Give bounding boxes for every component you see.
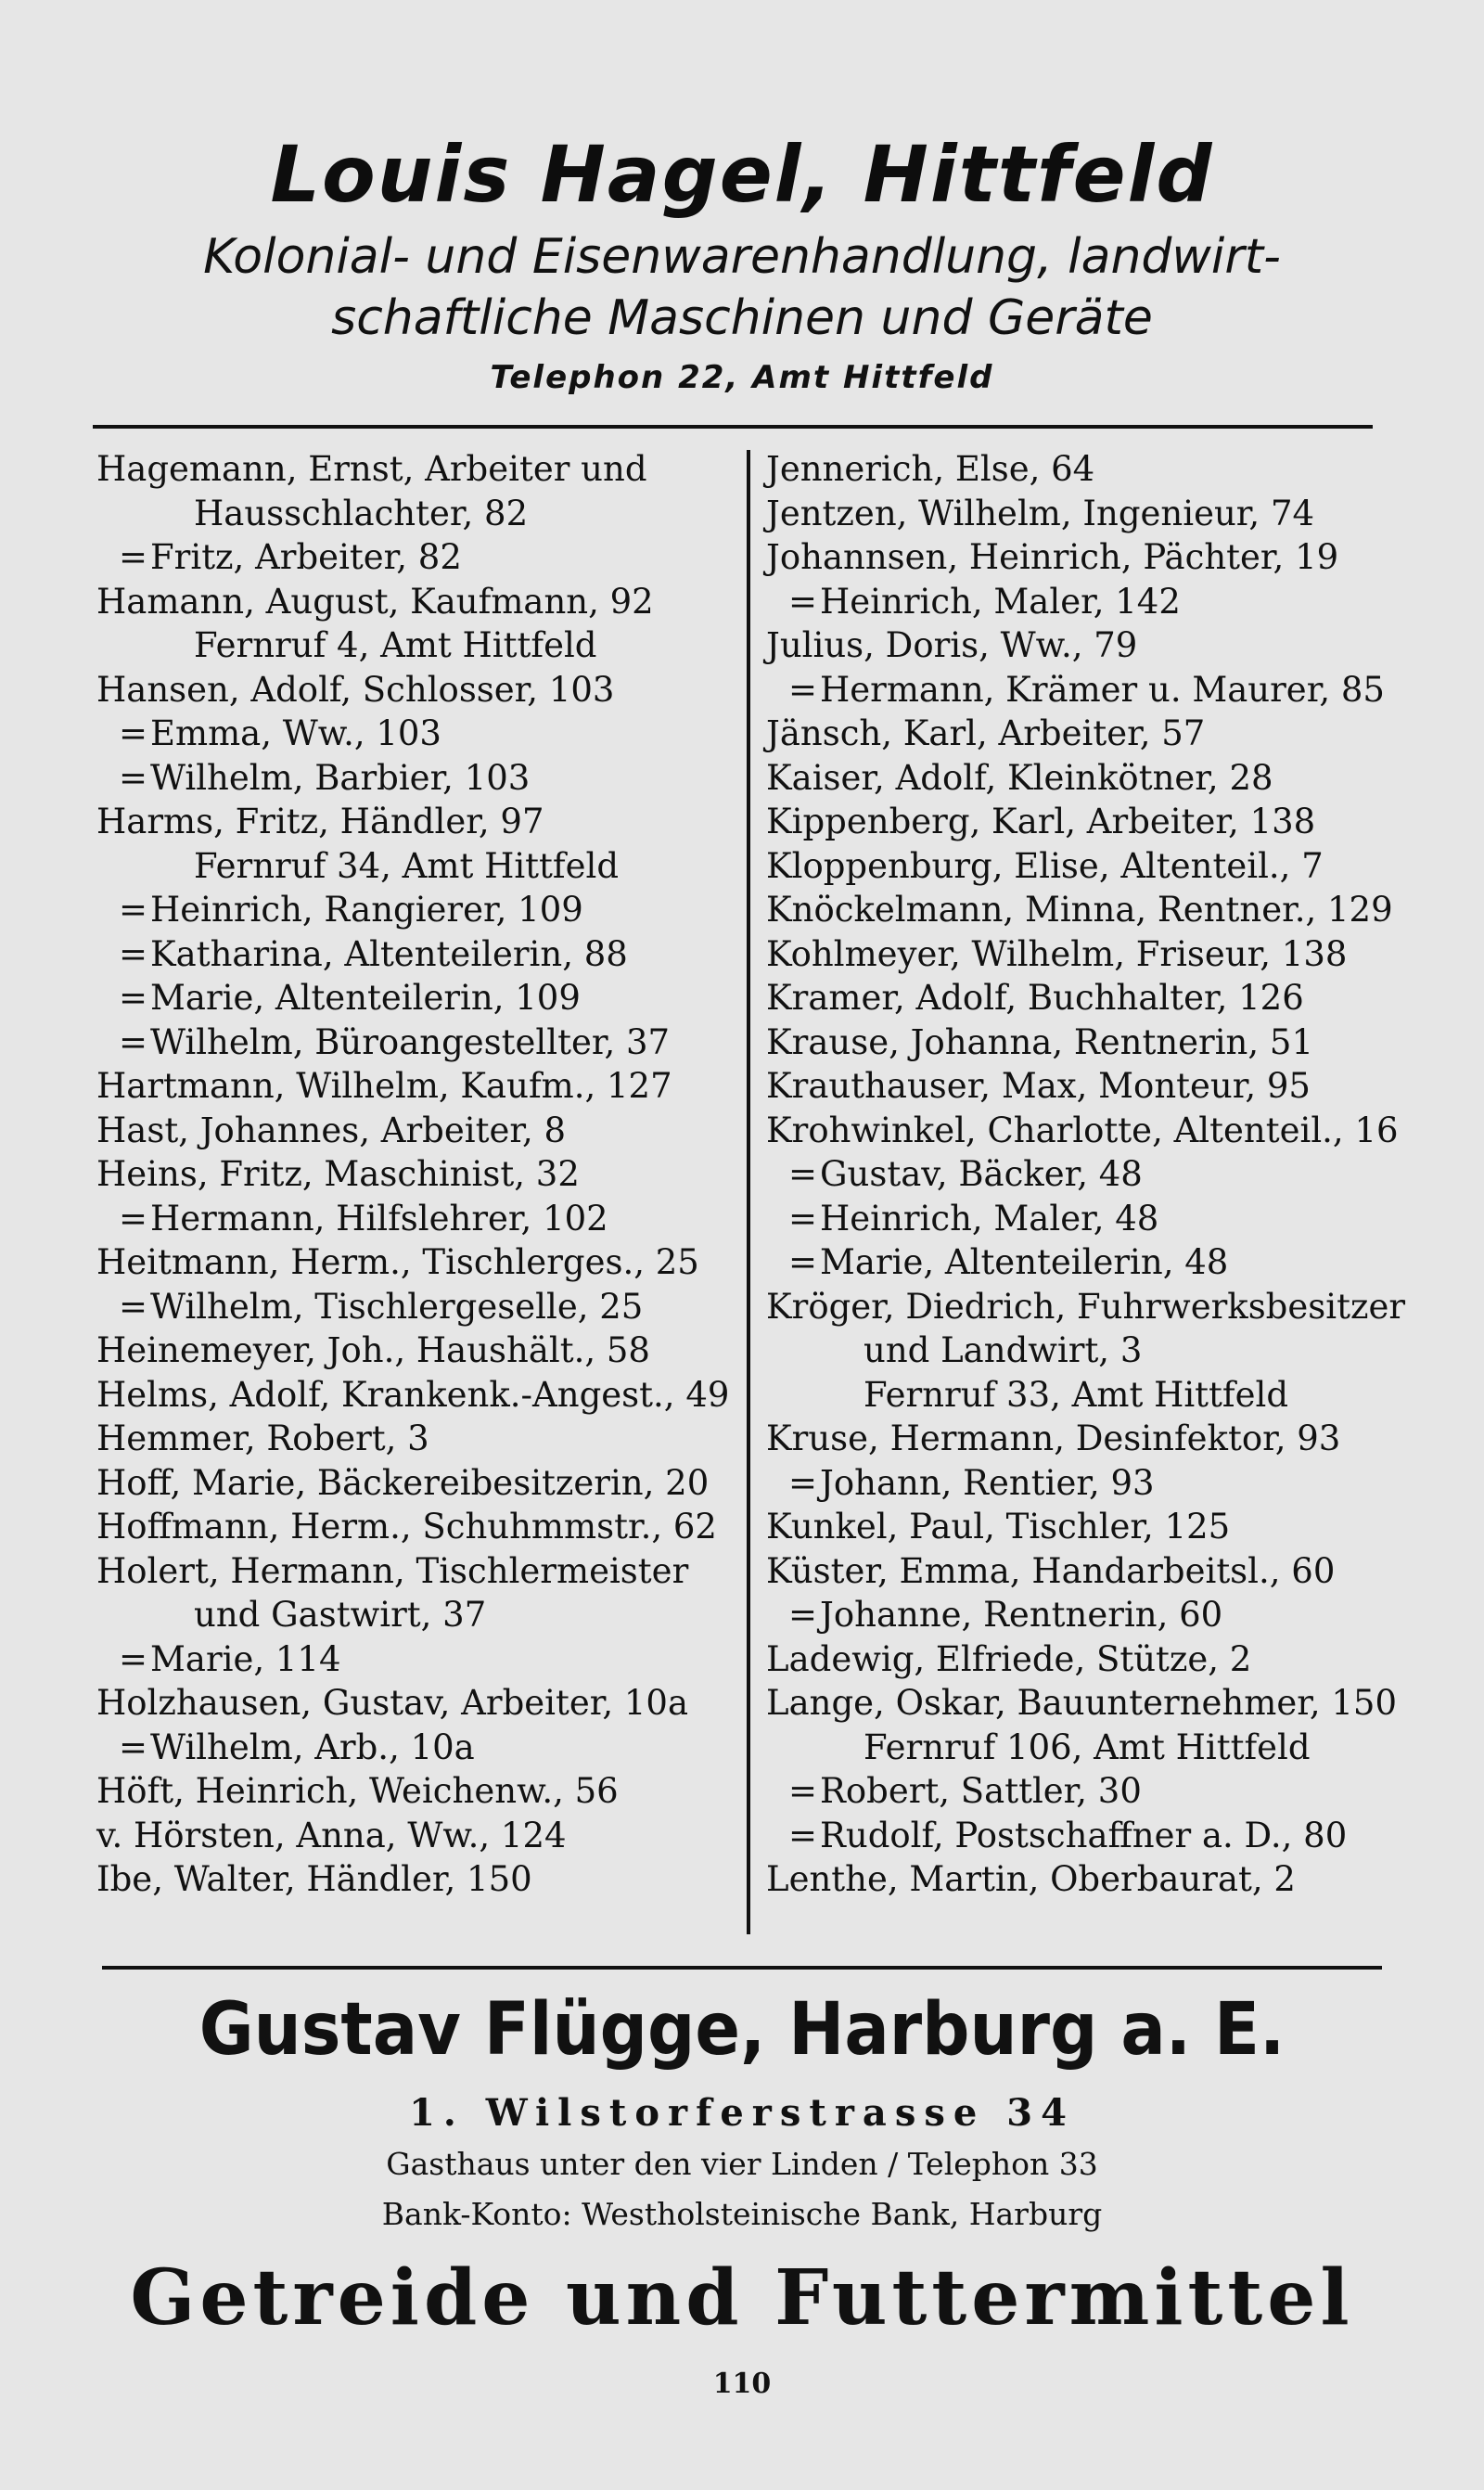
entry-text: Johanne, Rentnerin, 60 (820, 1595, 1223, 1635)
directory-entry (96, 1769, 736, 1814)
directory-entry (766, 1461, 1388, 1506)
ditto-mark: = (119, 933, 148, 974)
entry-text: Krohwinkel, Charlotte, Altenteil., 16 (766, 1110, 1399, 1150)
top-divider (93, 425, 1373, 429)
entry-text: Heitmann, Herm., Tischlerges., 25 (96, 1242, 699, 1282)
ditto-mark: = (788, 1154, 818, 1194)
ditto-mark: = (788, 1462, 818, 1503)
entry-text: Wilhelm, Arb., 10a (150, 1726, 475, 1767)
entry-text: Heinrich, Maler, 48 (820, 1198, 1159, 1239)
directory-entry (766, 1857, 1388, 1902)
ditto-mark: = (119, 1198, 148, 1239)
directory-entry (96, 1549, 736, 1637)
ditto-mark: = (788, 581, 818, 622)
entry-text: Marie, 114 (150, 1638, 341, 1679)
ad-street: 1. Wilstorferstrasse 34 (409, 2091, 1075, 2135)
directory-entry (96, 1197, 736, 1241)
directory-entry (96, 447, 736, 535)
directory-entry (766, 1020, 1388, 1065)
entry-text: Johann, Rentier, 93 (820, 1462, 1155, 1503)
directory-entry (766, 580, 1388, 624)
directory-entry (96, 1814, 736, 1858)
bottom-divider (102, 1966, 1382, 1970)
ditto-mark: = (788, 1771, 818, 1811)
entry-text: Ibe, Walter, Händler, 150 (96, 1859, 532, 1899)
entry-text: Julius, Doris, Ww., 79 (766, 625, 1138, 665)
entry-text: Heinrich, Rangierer, 109 (150, 890, 583, 930)
entry-text: Marie, Altenteilerin, 48 (820, 1242, 1229, 1282)
directory-entry (96, 1328, 736, 1373)
entry-text: Lenthe, Martin, Oberbaurat, 2 (766, 1859, 1296, 1899)
ditto-mark: = (788, 669, 818, 710)
directory-entry (96, 888, 736, 932)
directory-entry (766, 535, 1388, 580)
entry-text: Kunkel, Paul, Tischler, 125 (766, 1507, 1231, 1547)
entry-text: Hoff, Marie, Bäckereibesitzerin, 20 (96, 1462, 710, 1503)
entry-text: Gustav, Bäcker, 48 (820, 1154, 1143, 1194)
directory-entry (766, 492, 1388, 536)
directory-entry (96, 932, 736, 977)
entry-text: Rudolf, Postschaffner a. D., 80 (820, 1815, 1348, 1855)
left-column (96, 447, 736, 1902)
ad-business-name: Gustav Flügge, Harburg a. E. (198, 1988, 1286, 2072)
ditto-mark: = (119, 757, 148, 798)
entry-text: Holzhausen, Gustav, Arbeiter, 10a (96, 1683, 689, 1723)
entry-text: Emma, Ww., 103 (150, 713, 441, 753)
directory-entry (96, 1461, 736, 1506)
directory-entry (96, 668, 736, 712)
directory-entry (96, 580, 736, 668)
entry-text: Hoffmann, Herm., Schuhmmstr., 62 (96, 1507, 717, 1547)
entry-text: Kippenberg, Karl, Arbeiter, 138 (766, 802, 1316, 841)
directory-entry (766, 844, 1388, 889)
directory-entry (96, 1020, 736, 1065)
directory-entry (96, 1681, 736, 1726)
entry-text: Hamann, August, Kaufmann, 92 (96, 581, 654, 622)
entry-text: Harms, Fritz, Händler, 97 (96, 802, 544, 841)
directory-entry (766, 712, 1388, 756)
directory-entry (766, 1769, 1388, 1814)
ditto-mark: = (119, 1726, 148, 1767)
directory-entry (766, 932, 1388, 977)
directory-entry (96, 712, 736, 756)
ad-info-line: Bank-Konto: Westholsteinische Bank, Harburg (381, 2196, 1103, 2232)
ditto-mark: = (119, 1021, 148, 1062)
entry-continuation: Fernruf 106, Amt Hittfeld (864, 1726, 1311, 1767)
directory-entry (766, 1549, 1388, 1594)
directory-entry (766, 1814, 1388, 1858)
entry-text: Marie, Altenteilerin, 109 (150, 978, 581, 1018)
entry-text: Kröger, Diedrich, Fuhrwerksbesitzer (766, 1286, 1406, 1327)
directory-entry (96, 1373, 736, 1418)
directory-entry (766, 800, 1388, 844)
entry-text: Wilhelm, Barbier, 103 (150, 757, 531, 798)
entry-text: Hemmer, Robert, 3 (96, 1418, 429, 1458)
directory-entry (96, 1240, 736, 1285)
directory-entry (96, 1417, 736, 1461)
directory-entry (766, 623, 1388, 668)
column-divider (747, 450, 750, 1934)
ditto-mark: = (119, 978, 148, 1018)
ditto-mark: = (788, 1815, 818, 1855)
entry-text: Holert, Hermann, Tischlermeister (96, 1550, 689, 1591)
directory-entry (96, 535, 736, 580)
directory-entry (766, 1593, 1388, 1637)
directory-entry (766, 976, 1388, 1020)
entry-text: Hagemann, Ernst, Arbeiter und (96, 449, 647, 489)
ad-phone: Telephon 22, Amt Hittfeld (490, 359, 994, 396)
directory-entry (766, 888, 1393, 932)
directory-entry (766, 1240, 1388, 1285)
entry-text: Krause, Johanna, Rentnerin, 51 (766, 1021, 1313, 1062)
entry-text: Katharina, Altenteilerin, 88 (150, 933, 628, 974)
directory-entry (766, 1505, 1388, 1549)
entry-continuation: und Landwirt, 3 (864, 1330, 1143, 1370)
top-advertisement (74, 130, 1410, 397)
directory-entry (766, 447, 1388, 492)
entry-text: Krauthauser, Max, Monteur, 95 (766, 1066, 1311, 1106)
ad-subtitle-line: schaftliche Maschinen und Geräte (331, 290, 1153, 346)
entry-text: v. Hörsten, Anna, Ww., 124 (96, 1815, 567, 1855)
right-column (766, 447, 1406, 1902)
entry-text: Helms, Adolf, Krankenk.-Angest., 49 (96, 1374, 730, 1415)
ditto-mark: = (119, 537, 148, 577)
entry-text: Jentzen, Wilhelm, Ingenieur, 74 (766, 493, 1315, 533)
directory-entry (766, 1152, 1388, 1197)
directory-entry (96, 1726, 736, 1770)
directory-entry (96, 976, 736, 1020)
entry-text: Kruse, Hermann, Desinfektor, 93 (766, 1418, 1341, 1458)
ditto-mark: = (119, 1286, 148, 1327)
entry-text: Robert, Sattler, 30 (820, 1771, 1142, 1811)
ditto-mark: = (788, 1595, 818, 1635)
entry-text: Hansen, Adolf, Schlosser, 103 (96, 669, 615, 710)
bottom-advertisement (74, 1985, 1410, 2349)
ad-info-line: Gasthaus unter den vier Linden / Telephon 33 (386, 2146, 1098, 2182)
directory-entry (96, 1505, 736, 1549)
directory-entry (96, 1152, 736, 1197)
entry-continuation: Hausschlachter, 82 (194, 493, 529, 533)
directory-entry (96, 1285, 736, 1329)
entry-text: Kramer, Adolf, Buchhalter, 126 (766, 978, 1304, 1018)
ditto-mark: = (119, 1638, 148, 1679)
ad-slogan: Getreide und Futtermittel (130, 2253, 1354, 2342)
ad-subtitle-line: Kolonial- und Eisenwarenhandlung, landwirt- (203, 229, 1281, 285)
entry-text: Heinemeyer, Joh., Haushält., 58 (96, 1330, 650, 1370)
directory-entry (96, 1109, 736, 1153)
entry-text: Hast, Johannes, Arbeiter, 8 (96, 1110, 567, 1150)
ad-subtitle (74, 226, 1410, 349)
directory-entry (96, 756, 736, 801)
entry-text: Jänsch, Karl, Arbeiter, 57 (766, 713, 1206, 753)
directory-entry (96, 1637, 736, 1682)
directory-entry (766, 1417, 1388, 1461)
ditto-mark: = (788, 1242, 818, 1282)
entry-text: Wilhelm, Tischlergeselle, 25 (150, 1286, 644, 1327)
entry-text: Höft, Heinrich, Weichenw., 56 (96, 1771, 619, 1811)
entry-text: Küster, Emma, Handarbeitsl., 60 (766, 1550, 1336, 1591)
entry-text: Kaiser, Adolf, Kleinkötner, 28 (766, 757, 1273, 798)
entry-text: Hermann, Hilfslehrer, 102 (150, 1198, 608, 1239)
directory-entry (766, 668, 1388, 712)
entry-continuation: Fernruf 34, Amt Hittfeld (194, 845, 620, 886)
directory-entry (766, 1637, 1388, 1682)
entry-continuation: und Gastwirt, 37 (194, 1595, 487, 1635)
entry-continuation: Fernruf 33, Amt Hittfeld (864, 1374, 1289, 1415)
entry-text: Kohlmeyer, Wilhelm, Friseur, 138 (766, 933, 1348, 974)
entry-text: Jennerich, Else, 64 (766, 449, 1095, 489)
directory-entry (766, 1197, 1388, 1241)
page-number: 110 (712, 2368, 772, 2400)
directory-entry (766, 756, 1388, 801)
entry-text: Heins, Fritz, Maschinist, 32 (96, 1154, 580, 1194)
entry-text: Kloppenburg, Elise, Altenteil., 7 (766, 845, 1324, 886)
ditto-mark: = (119, 890, 148, 930)
entry-continuation: Fernruf 4, Amt Hittfeld (194, 625, 597, 665)
directory-entry (96, 800, 736, 888)
directory-entry (766, 1064, 1388, 1109)
ad-title: Louis Hagel, Hittfeld (270, 129, 1214, 220)
entry-text: Lange, Oskar, Bauunternehmer, 150 (766, 1683, 1398, 1723)
ditto-mark: = (119, 713, 148, 753)
entry-text: Johannsen, Heinrich, Pächter, 19 (766, 537, 1339, 577)
directory-entry (766, 1109, 1399, 1153)
ditto-mark: = (788, 1198, 818, 1239)
entry-text: Fritz, Arbeiter, 82 (150, 537, 462, 577)
entry-text: Heinrich, Maler, 142 (820, 581, 1181, 622)
entry-text: Hermann, Krämer u. Maurer, 85 (820, 669, 1385, 710)
directory-entry (766, 1285, 1406, 1418)
entry-text: Knöckelmann, Minna, Rentner., 129 (766, 890, 1393, 930)
entry-text: Hartmann, Wilhelm, Kaufm., 127 (96, 1066, 672, 1106)
entry-text: Ladewig, Elfriede, Stütze, 2 (766, 1638, 1252, 1679)
directory-entry (96, 1064, 736, 1109)
directory-entry (766, 1681, 1398, 1769)
directory-entry (96, 1857, 736, 1902)
entry-text: Wilhelm, Büroangestellter, 37 (150, 1021, 671, 1062)
